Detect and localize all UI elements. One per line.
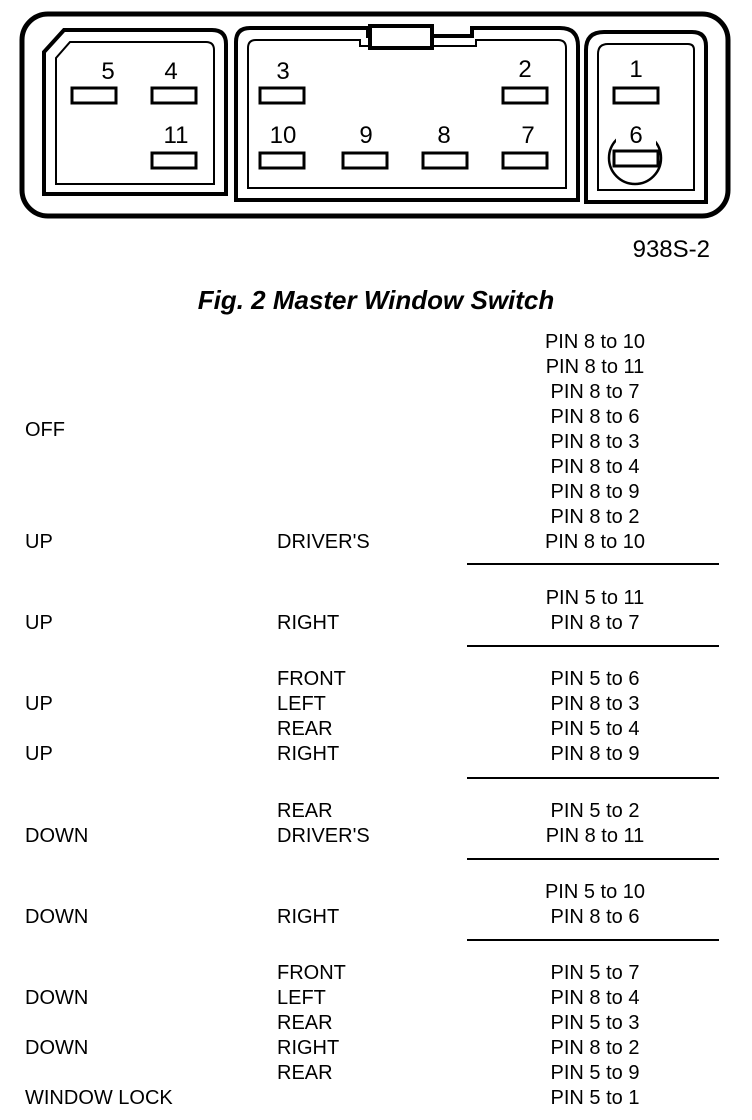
position-cell: UP [25,743,53,765]
terminal-2 [503,88,547,103]
continuity-cell: PIN 8 to 9 [550,743,640,765]
position-cell: WINDOW LOCK [25,1087,173,1109]
window-cell: RIGHT [277,1037,340,1059]
left-cavity [44,30,226,194]
continuity-cell: PIN 8 to 9 [550,481,640,503]
middle-cavity [236,28,578,200]
window-cell: FRONT [277,962,346,984]
continuity-cell: PIN 8 to 7 [550,381,640,403]
continuity-cell: PIN 8 to 11 [545,356,645,378]
row-divider [467,645,719,647]
continuity-cell: PIN 5 to 10 [544,881,646,903]
position-cell: DOWN [25,1037,89,1059]
continuity-cell: PIN 5 to 1 [550,1087,640,1109]
row-divider [467,858,719,860]
terminal-8 [423,153,467,168]
continuity-cell: PIN 5 to 9 [550,1062,640,1084]
continuity-cell: PIN 8 to 3 [550,693,640,715]
window-cell: FRONT [277,668,346,690]
terminal-6 [614,151,658,166]
row-divider [467,563,719,565]
pin-label-5: 5 [101,58,115,85]
continuity-cell: PIN 5 to 2 [550,800,640,822]
terminal-4 [152,88,196,103]
position-cell: DOWN [25,987,89,1009]
pin-label-8: 8 [437,122,451,149]
window-cell: LEFT [277,987,326,1009]
window-cell: RIGHT [277,906,340,928]
pin-label-7: 7 [521,122,535,149]
terminal-9 [343,153,387,168]
continuity-cell: PIN 8 to 10 [544,531,646,553]
continuity-cell: PIN 8 to 11 [545,825,645,847]
pin-label-3: 3 [276,58,290,85]
figure-code: 938S-2 [632,236,710,263]
pin-label-11: 11 [163,122,189,149]
continuity-cell: PIN 5 to 4 [550,718,640,740]
pin-label-10: 10 [269,122,297,149]
continuity-cell: PIN 5 to 6 [550,668,640,690]
continuity-cell: PIN 8 to 3 [550,431,640,453]
continuity-cell: PIN 8 to 7 [550,612,640,634]
terminal-5 [72,88,116,103]
continuity-cell: PIN 8 to 6 [550,406,640,428]
continuity-cell: PIN 8 to 6 [550,906,640,928]
continuity-cell: PIN 5 to 7 [550,962,640,984]
window-cell: RIGHT [277,612,340,634]
pin-label-2: 2 [518,56,532,83]
continuity-cell: PIN 5 to 3 [550,1012,640,1034]
continuity-cell: PIN 8 to 2 [550,506,640,528]
pin-label-1: 1 [629,56,643,83]
position-cell: OFF [25,419,65,441]
window-cell: REAR [277,800,333,822]
terminal-10 [260,153,304,168]
pin-label-9: 9 [359,122,373,149]
terminal-7 [503,153,547,168]
pin-label-6: 6 [616,124,656,148]
continuity-cell: PIN 8 to 4 [550,456,640,478]
connector-key-tab [370,26,432,48]
row-divider [467,777,719,779]
position-cell: UP [25,531,53,553]
position-cell: DOWN [25,825,89,847]
terminal-3 [260,88,304,103]
figure-title: Fig. 2 Master Window Switch [197,285,555,315]
window-cell: REAR [277,718,333,740]
terminal-11 [152,153,196,168]
window-cell: LEFT [277,693,326,715]
continuity-cell: PIN 5 to 11 [545,587,645,609]
window-cell: DRIVER'S [277,531,370,553]
window-cell: REAR [277,1062,333,1084]
pin-label-4: 4 [164,58,178,85]
position-cell: UP [25,693,53,715]
continuity-cell: PIN 8 to 10 [544,331,646,353]
position-cell: UP [25,612,53,634]
continuity-cell: PIN 8 to 4 [550,987,640,1009]
position-cell: DOWN [25,906,89,928]
connector-diagram [0,0,752,230]
window-cell: DRIVER'S [277,825,370,847]
window-cell: REAR [277,1012,333,1034]
window-cell: RIGHT [277,743,340,765]
terminal-1 [614,88,658,103]
row-divider [467,939,719,941]
continuity-cell: PIN 8 to 2 [550,1037,640,1059]
